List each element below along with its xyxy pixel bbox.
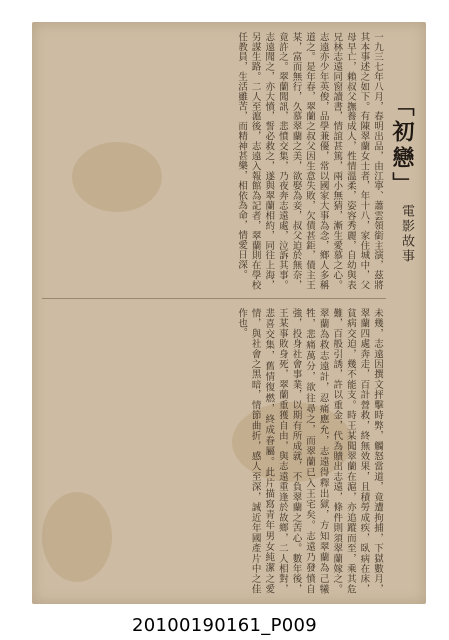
article-title: 「初戀」 — [389, 94, 415, 198]
article-body-top-section — [38, 32, 384, 290]
newspaper-page — [32, 22, 426, 604]
image-caption: 20100190161_P009 — [132, 615, 317, 636]
section-divider — [42, 298, 386, 299]
article-body-top: 一九三七年八月，春明出品，由江寧、蕭雲領銜主演，茲將其本事述之如下。有陳翠蘭女士者，年十八，家住城中，父母早亡，賴叔父撫養成人，性情溫柔，姿容秀麗，自幼與表兄林志遠同窗讀書，情誼甚篤，兩小無猜，漸生愛慕之心。志遠亦少年英俊，品學兼優，常以國家大事為念，鄉人多稱道之。是年春，翠蘭之叔父因生意失敗，欠債甚鉅，債主王某，富而無行，久慕翠蘭之美，欲娶為妾，叔父迫於無奈，竟許之。翠蘭聞訊，悲憤交集，乃夜奔志遠處，泣訴其事。志遠聞之，亦大憤，誓必救之，遂與翠蘭相約，同往上海，另謀生路。二人至滬後，志遠入報館為記者，翠蘭則在學校任教員，生活雖苦，而精神甚樂，相依為命，情愛日深。 — [236, 32, 383, 290]
article-body-bottom: 未幾，志遠因撰文抨擊時弊，觸怒當道，竟遭拘捕，下獄數月，翠蘭四處奔走，百計營救，終無效果，且積勞成疾，臥病在床，貧病交迫，幾不能支。時王某聞翠蘭在滬，亦追蹤而至，乘其危難，百般引誘，許以重金，代為贖出志遠，條件則須翠蘭嫁之。翠蘭為救志遠計，忍痛應允，志遠得釋出獄，方知翠蘭為己犧牲，悲痛萬分，欲往尋之，而翠蘭已入王宅矣。志遠乃發憤自強，投身社會事業，以期有所成就，不負翠蘭之苦心。數年後，王某事敗身死，翠蘭重獲自由，與志遠重逢於故鄉，二人相對，悲喜交集，舊情復燃，終成眷屬。此片描寫青年男女純潔之愛情，與社會之黑暗，情節曲折，感人至深，誠近年國產片中之佳作也。 — [236, 308, 383, 594]
article-body-bottom-section — [38, 308, 384, 594]
article-subtitle: 電影故事 — [399, 204, 414, 264]
